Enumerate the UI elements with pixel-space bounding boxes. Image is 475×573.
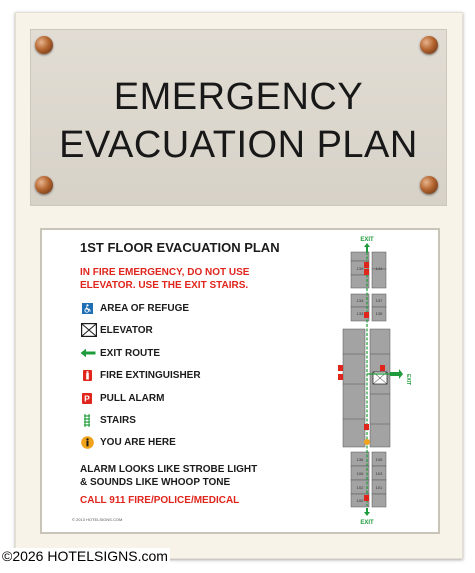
room-label: 101	[375, 485, 383, 490]
fire-extinguisher-marker	[364, 312, 369, 318]
header-title-line1: EMERGENCY	[113, 76, 364, 118]
legend-label: EXIT ROUTE	[100, 347, 161, 359]
legend-label: STAIRS	[100, 414, 136, 426]
room-block	[372, 269, 386, 288]
room-label: 136	[356, 457, 364, 462]
you-are-here-icon	[80, 435, 94, 449]
east-wing	[370, 329, 390, 447]
fire-extinguisher-marker	[338, 374, 343, 380]
room-label: 100	[356, 498, 364, 503]
exit-bottom-arrow	[364, 508, 370, 516]
emergency-call-text: CALL 911 FIRE/POLICE/MEDICAL	[80, 495, 240, 506]
exit-side-arrow	[390, 369, 403, 379]
room-label: 102	[356, 485, 364, 490]
room-label: 135	[375, 311, 383, 316]
legend-label: FIRE EXTINGUISHER	[100, 369, 201, 381]
room-label: 137	[375, 298, 383, 303]
warning-line2: ELEVATOR. USE THE EXIT STAIRS.	[80, 280, 249, 291]
pull-alarm-marker	[338, 365, 343, 371]
alarm-line2: & SOUNDS LIKE WHOOP TONE	[80, 477, 231, 488]
legend-fire-extinguisher	[80, 368, 201, 382]
room-label: 141	[375, 266, 383, 271]
legend-area-of-refuge	[80, 301, 189, 315]
fire-extinguisher-icon	[80, 368, 94, 382]
header-title-line2: EVACUATION PLAN	[59, 124, 418, 166]
exit-top-label: EXIT	[360, 237, 374, 243]
pull-alarm-marker	[364, 495, 369, 501]
legend-label: AREA OF REFUGE	[100, 302, 190, 314]
warning-text	[80, 266, 295, 292]
legend-elevator	[80, 323, 153, 337]
stairwell-top	[351, 252, 369, 261]
exit-arrow-icon	[80, 346, 96, 360]
pull-alarm-icon	[80, 391, 94, 405]
fire-extinguisher-marker	[364, 262, 369, 268]
bottom-right-screw	[420, 176, 438, 194]
legend-stairs	[80, 413, 136, 427]
evacuation-plan-panel	[40, 228, 440, 534]
exit-side-label: EXIT	[405, 374, 411, 386]
alarm-description	[80, 463, 300, 489]
room-label: 133	[356, 311, 364, 316]
top-right-screw	[420, 36, 438, 54]
stairs-icon	[80, 413, 94, 427]
exit-bottom-label: EXIT	[360, 520, 374, 526]
legend-exit-route	[80, 346, 160, 360]
wheelchair-icon	[80, 301, 94, 315]
fire-extinguisher-marker	[364, 424, 369, 430]
alarm-line1: ALARM LOOKS LIKE STROBE LIGHT	[80, 464, 258, 475]
legend-pull-alarm	[80, 391, 164, 405]
pull-alarm-marker	[364, 269, 369, 275]
warning-line1: IN FIRE EMERGENCY, DO NOT USE	[80, 267, 250, 278]
bottom-left-screw	[35, 176, 53, 194]
legend-label: PULL ALARM	[100, 392, 165, 404]
west-wing	[343, 329, 365, 447]
footer-copyright: ©2026 HOTELSIGNS.com	[2, 548, 168, 564]
plan-title: 1ST FLOOR EVACUATION PLAN	[80, 240, 280, 255]
room-label: 105	[375, 457, 383, 462]
room-label: 139	[356, 266, 364, 271]
pull-alarm-marker	[380, 365, 385, 371]
floor-plan-map	[337, 234, 417, 526]
legend-you-are-here	[80, 435, 176, 449]
legend-label: ELEVATOR	[100, 324, 153, 336]
room-label: 106	[356, 471, 364, 476]
svg-text:P: P	[84, 393, 90, 404]
room-label: 134	[356, 298, 364, 303]
legend-label: YOU ARE HERE	[100, 436, 176, 448]
room-block	[351, 275, 369, 288]
you-are-here-marker	[364, 439, 370, 445]
exit-top-arrow	[364, 243, 370, 252]
elevator-icon	[80, 323, 98, 337]
top-left-screw	[35, 36, 53, 54]
room-block	[372, 494, 386, 507]
small-copyright: © 2013 HOTELSIGNS.COM	[72, 517, 123, 522]
header-panel	[30, 29, 447, 206]
room-label: 103	[375, 471, 383, 476]
